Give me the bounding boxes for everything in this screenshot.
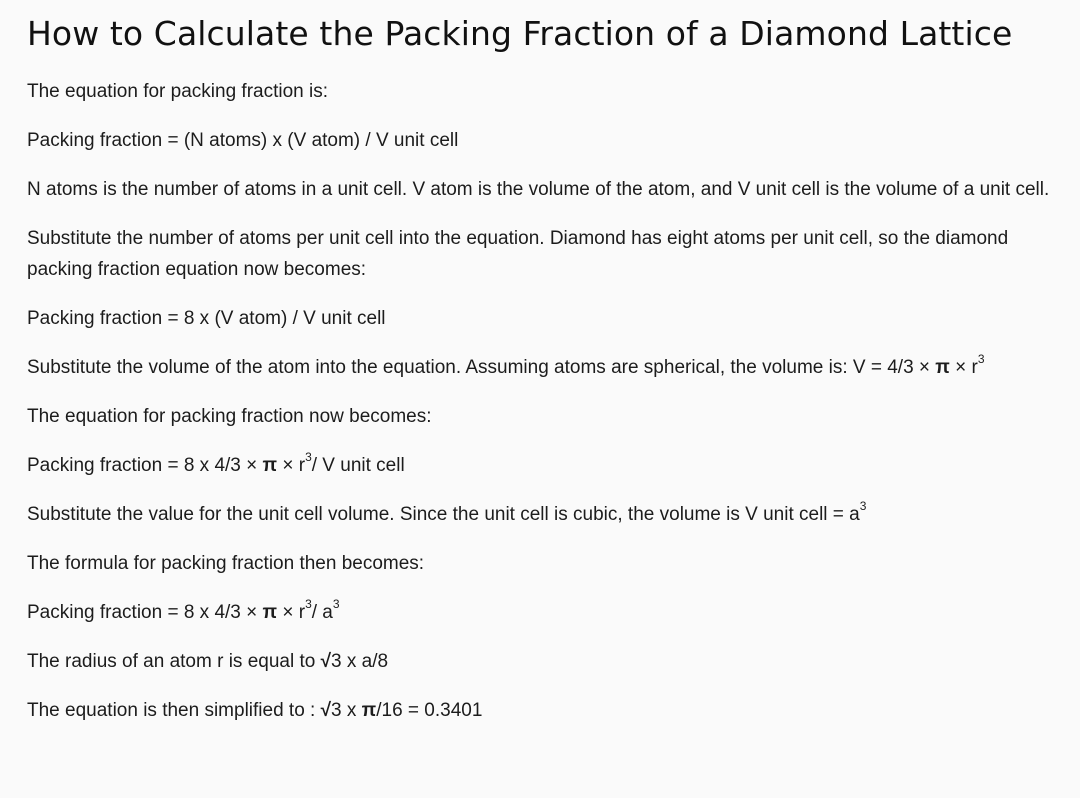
paragraph-substitute-atoms: Substitute the number of atoms per unit cell into the equation. Diamond has eight atoms per unit cell, so the diamond packing fraction equation now becomes: bbox=[27, 227, 1009, 280]
text-segment: Substitute the value for the unit cell volume. Since the unit cell is cubic, the volume is V unit cell = a bbox=[27, 503, 860, 525]
pi-symbol: π bbox=[262, 601, 278, 623]
paragraph-now-becomes: The equation for packing fraction now becomes: bbox=[27, 405, 432, 427]
text-segment: / a bbox=[311, 601, 333, 623]
text-segment: The radius of an atom r is equal to bbox=[27, 650, 321, 672]
paragraph-equation-intro: The equation for packing fraction is: bbox=[27, 80, 329, 102]
paragraph-radius bbox=[27, 646, 1060, 677]
paragraph-definitions: N atoms is the number of atoms in a unit cell. V atom is the volume of the atom, and V unit cell is the volume of a unit cell. bbox=[27, 178, 1050, 200]
paragraph-unit-cell-volume bbox=[27, 499, 1060, 530]
paragraph-general-formula: Packing fraction = (N atoms) x (V atom) / V unit cell bbox=[27, 129, 459, 151]
text-segment: 3 x bbox=[331, 699, 362, 721]
text-segment: The equation is then simplified to : bbox=[27, 699, 321, 721]
pi-symbol: π bbox=[262, 454, 278, 476]
text-segment: Substitute the volume of the atom into the equation. Assuming atoms are spherical, the volume is: V = 4/3 × bbox=[27, 356, 936, 378]
paragraph-formula-8-atoms: Packing fraction = 8 x (V atom) / V unit cell bbox=[27, 307, 386, 329]
text-segment: /16 = 0.3401 bbox=[376, 699, 483, 721]
superscript: 3 bbox=[332, 597, 340, 612]
text-segment: Packing fraction = 8 x 4/3 × bbox=[27, 454, 263, 476]
pi-symbol: π bbox=[935, 356, 950, 378]
page-title: How to Calculate the Packing Fraction of a Diamond Lattice bbox=[27, 14, 1013, 53]
superscript: 3 bbox=[305, 450, 312, 465]
paragraph-formula-with-volume bbox=[27, 450, 1060, 481]
paragraph-then-becomes: The formula for packing fraction then becomes: bbox=[27, 552, 425, 574]
superscript: 3 bbox=[859, 499, 867, 514]
superscript: 3 bbox=[305, 597, 312, 612]
paragraph-atom-volume bbox=[27, 352, 1060, 383]
text-segment: Packing fraction = 8 x 4/3 × bbox=[27, 601, 263, 623]
text-segment: 3 x a/8 bbox=[331, 650, 389, 672]
text-segment: / V unit cell bbox=[311, 454, 405, 476]
paragraph-formula-final bbox=[27, 597, 1060, 628]
text-segment: × r bbox=[277, 454, 306, 476]
text-segment: × r bbox=[277, 601, 306, 623]
text-segment: × r bbox=[949, 356, 978, 378]
sqrt-symbol: √ bbox=[320, 650, 332, 672]
superscript: 3 bbox=[977, 352, 985, 367]
sqrt-symbol: √ bbox=[320, 699, 332, 721]
pi-symbol: π bbox=[361, 699, 377, 721]
paragraph-result bbox=[27, 695, 1060, 726]
